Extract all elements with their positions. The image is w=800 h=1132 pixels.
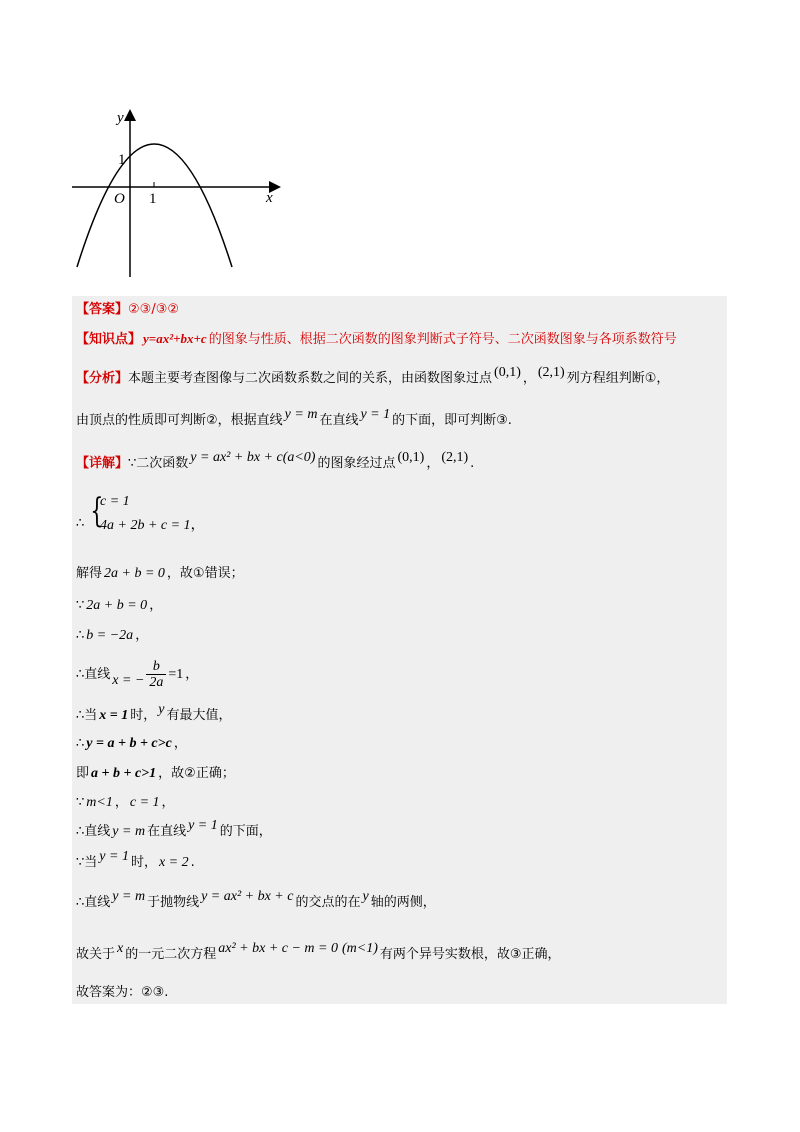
x-axis-label: x <box>266 190 273 206</box>
point-0-1: (0,1) <box>494 365 521 380</box>
detail-text: ∵二次函数 <box>128 456 189 471</box>
analysis-text: 的下面，即可判断③. <box>392 413 512 428</box>
point-2-1: (2,1) <box>441 450 469 465</box>
ineq-abc-1: a + b + c>1 <box>91 766 157 781</box>
detail-line-5: ∴ b = −2a ， <box>76 628 149 643</box>
knowledge-text: 的图象与性质、根据二次函数的图象判断式子符号、二次函数图象与各项系数符号 <box>208 332 677 347</box>
var-y: y <box>362 889 369 904</box>
comma: ， <box>426 456 440 471</box>
system-row-2: 4a + 2b + c = 1， <box>100 518 205 533</box>
period: . <box>470 456 475 471</box>
detail-line-13: ∴直线 y = m 于抛物线 y = ax² + bx + c 的交点的在 y 轴的两侧， <box>76 889 436 910</box>
var-x: x <box>117 941 124 956</box>
parabola-graph <box>60 100 300 290</box>
detail-line-14: 故关于 x 的一元二次方程 ax² + bx + c − m = 0 (m<1) 有两个异号实数根，故③正确， <box>76 941 561 962</box>
answer-value: ②③/③② <box>128 302 180 317</box>
ineq-m-1: m<1 <box>86 795 113 810</box>
quadratic-equation: ax² + bx + c − m = 0 <box>218 941 338 956</box>
condition-m-lt-1: (m<1) <box>342 941 378 956</box>
detail-line-11: ∴直线 y = m 在直线 y = 1 的下面， <box>76 818 272 839</box>
knowledge-line <box>76 330 677 349</box>
eq-y-m: y = m <box>284 407 318 422</box>
detail-line-1 <box>76 450 475 473</box>
detail-line-8: ∴ y = a + b + c>c ， <box>76 736 187 751</box>
detail-line-10: ∵ m<1 ， c = 1 ， <box>76 795 175 810</box>
analysis-text: 列方程组判断①， <box>566 371 670 386</box>
answer-line <box>76 301 179 319</box>
detail-line-3: 解得 2a + b = 0 ，故①错误； <box>76 566 244 581</box>
eq-2a-b-0: 2a + b = 0 <box>86 598 148 613</box>
eq-y-1: y = 1 <box>99 849 129 864</box>
eq-y-m: y = m <box>112 889 146 904</box>
eq-2a-b-0: 2a + b = 0 <box>104 566 165 581</box>
analysis-label: 【分析】 <box>76 371 129 386</box>
analysis-text: 本题主要考查图像与二次函数系数之间的关系，由函数图象过点 <box>128 371 493 386</box>
analysis-text: 由顶点的性质即可判断②，根据直线 <box>76 413 283 428</box>
detail-line-6: ∴直线 x = − $\frac{b}{2a}$ =1 ， <box>76 659 199 690</box>
quadratic-formula: y = ax² + bx + c(a<0) <box>190 450 316 465</box>
detail-line-15 <box>76 984 168 1002</box>
eq-b-neg2a: b = −2a <box>86 628 134 643</box>
detail-line-7: ∴当 x = 1 时， y 有最大值， <box>76 702 232 723</box>
axis-eq: x = − <box>112 673 145 688</box>
detail-label: 【详解】 <box>76 456 129 471</box>
analysis-text: 在直线 <box>319 413 359 428</box>
therefore-symbol: ∴ <box>76 516 85 531</box>
origin-label: O <box>114 191 125 207</box>
y-axis-label: y <box>117 110 124 126</box>
detail-line-9: 即 a + b + c>1 ，故②正确； <box>76 766 235 781</box>
analysis-line-1 <box>76 365 670 388</box>
detail-text: 的图象经过点 <box>317 456 396 471</box>
knowledge-label: 【知识点】 <box>76 332 142 347</box>
parabola-eq: y = ax² + bx + c <box>201 889 294 904</box>
eq-x-2: x = 2 <box>158 855 189 870</box>
eq-c-1: c = 1 <box>129 795 160 810</box>
x-one-label: 1 <box>149 191 157 207</box>
fraction-b-2a: $\frac{b}{2a}$ <box>146 659 166 690</box>
eq-y-m: y = m <box>112 824 146 839</box>
point-2-1: (2,1) <box>537 365 565 380</box>
brace-icon: { <box>90 491 104 531</box>
final-answer: 故答案为：②③. <box>76 985 169 1000</box>
analysis-line-2 <box>76 407 512 430</box>
answer-label: 【答案】 <box>76 302 129 317</box>
eq-y-1: y = 1 <box>188 818 218 833</box>
detail-line-12: ∵当 y = 1 时， x = 2 . <box>76 849 195 870</box>
ineq-abc-c: y = a + b + c>c <box>86 736 172 751</box>
y-one-label: 1 <box>118 152 126 168</box>
eq-y-1: y = 1 <box>360 407 391 422</box>
detail-line-4: ∵ 2a + b = 0 ， <box>76 598 163 613</box>
point-0-1: (0,1) <box>397 450 425 465</box>
comma: ， <box>522 371 536 386</box>
knowledge-formula: y=ax²+bx+c <box>143 331 207 346</box>
system-row-1: c = 1 <box>100 494 130 509</box>
eq-x-1: x = 1 <box>99 708 129 723</box>
var-y: y <box>158 702 165 717</box>
